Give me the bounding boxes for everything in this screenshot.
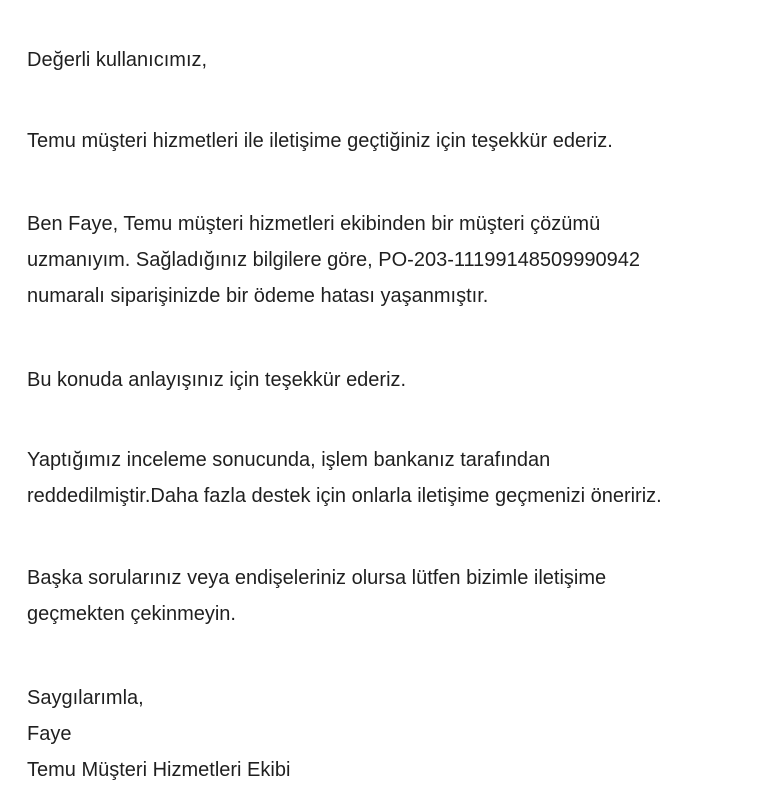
questions-line: geçmekten çekinmeyin. [27, 603, 236, 625]
signature-team: Temu Müşteri Hizmetleri Ekibi [27, 759, 291, 781]
review-line: reddedilmiştir.Daha fazla destek için onlarla iletişime geçmenizi öneririz. [27, 485, 662, 507]
intro-paragraph [27, 206, 640, 314]
closing-text: Saygılarımla, [27, 687, 144, 709]
questions-paragraph [27, 560, 606, 632]
questions-line: Başka sorularınız veya endişeleriniz olursa lütfen bizimle iletişime [27, 567, 607, 589]
intro-line: numaralı siparişinizde bir ödeme hatası yaşanmıştır. [27, 285, 489, 307]
intro-line: Ben Faye, Temu müşteri hizmetleri ekibinden bir müşteri çözümü [27, 213, 601, 235]
thanks-paragraph: Temu müşteri hizmetleri ile iletişime geçtiğiniz için teşekkür ederiz. [27, 130, 613, 152]
greeting-text: Değerli kullanıcımız, [27, 49, 208, 71]
signature-block [27, 680, 290, 788]
review-paragraph [27, 442, 662, 514]
understanding-paragraph: Bu konuda anlayışınız için teşekkür ederiz. [27, 369, 407, 391]
intro-line: uzmanıyım. Sağladığınız bilgilere göre, PO-203-11199148509990942 [27, 249, 640, 271]
signature-name: Faye [27, 723, 72, 745]
review-line: Yaptığımız inceleme sonucunda, işlem bankanız tarafından [27, 449, 551, 471]
